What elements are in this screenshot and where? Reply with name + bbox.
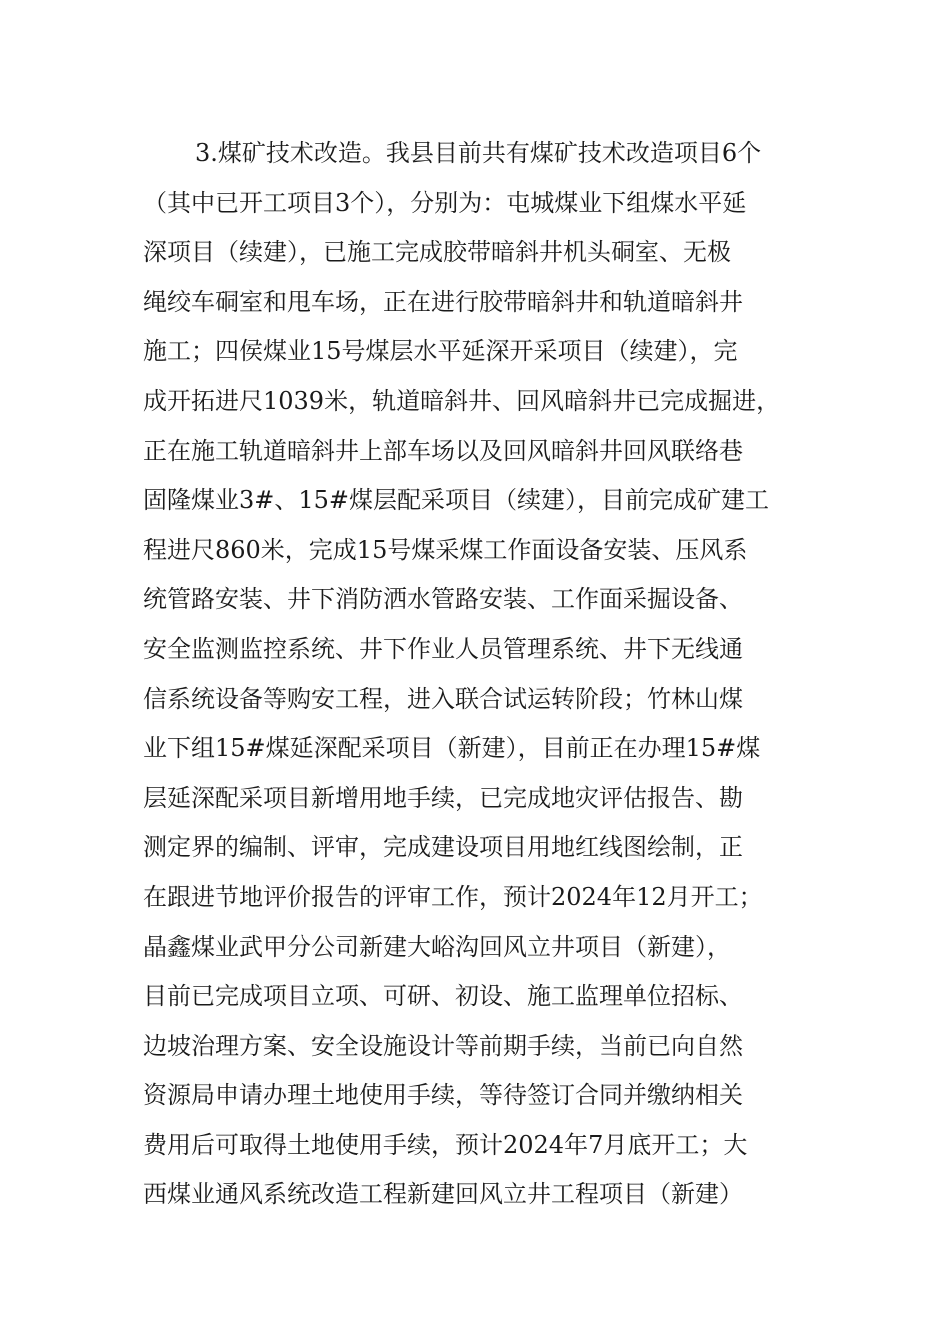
paragraph-line: 信系统设备等购安工程，进入联合试运转阶段；竹林山煤: [143, 684, 743, 713]
paragraph-line: 费用后可取得土地使用手续，预计2024年7月底开工；大: [143, 1130, 748, 1159]
paragraph-line: 业下组15#煤延深配采项目（新建），目前正在办理15#煤: [143, 734, 761, 763]
body-paragraph: [143, 133, 823, 1224]
paragraph-line: 测定界的编制、评审，完成建设项目用地红线图绘制，正: [143, 833, 743, 862]
paragraph-line: 施工；四侯煤业15号煤层水平延深开采项目（续建），完: [143, 337, 738, 366]
paragraph-line: （其中已开工项目3个），分别为：屯城煤业下组煤水平延: [143, 188, 747, 217]
paragraph-line: 安全监测监控系统、井下作业人员管理系统、井下无线通: [143, 634, 743, 663]
paragraph-line: 成开拓进尺1039米，轨道暗斜井、回风暗斜井已完成掘进，: [143, 386, 781, 415]
paragraph-line: 深项目（续建），已施工完成胶带暗斜井机头硐室、无极: [143, 238, 731, 267]
paragraph-line: 晶鑫煤业武甲分公司新建大峪沟回风立井项目（新建），: [143, 932, 731, 961]
paragraph-line: 边坡治理方案、安全设施设计等前期手续，当前已向自然: [143, 1031, 743, 1060]
paragraph-line: 统管路安装、井下消防洒水管路安装、工作面采掘设备、: [143, 585, 743, 614]
paragraph-line: 西煤业通风系统改造工程新建回风立井工程项目（新建）: [143, 1180, 743, 1209]
paragraph-line: 绳绞车硐室和甩车场，正在进行胶带暗斜井和轨道暗斜井: [143, 287, 743, 316]
paragraph-line: 层延深配采项目新增用地手续，已完成地灾评估报告、勘: [143, 783, 743, 812]
paragraph-line: 目前已完成项目立项、可研、初设、施工监理单位招标、: [143, 982, 743, 1011]
paragraph-line: 3.煤矿技术改造。我县目前共有煤矿技术改造项目6个: [195, 139, 762, 167]
paragraph-line: 资源局申请办理土地使用手续，等待签订合同并缴纳相关: [143, 1081, 743, 1110]
paragraph-line: 程进尺860米，完成15号煤采煤工作面设备安装、压风系: [143, 535, 748, 564]
paragraph-line: 正在施工轨道暗斜井上部车场以及回风暗斜井回风联络巷: [143, 436, 743, 465]
paragraph-line: 在跟进节地评价报告的评审工作，预计2024年12月开工；: [143, 882, 763, 911]
paragraph-line: 固隆煤业3#、15#煤层配采项目（续建），目前完成矿建工: [143, 486, 770, 515]
